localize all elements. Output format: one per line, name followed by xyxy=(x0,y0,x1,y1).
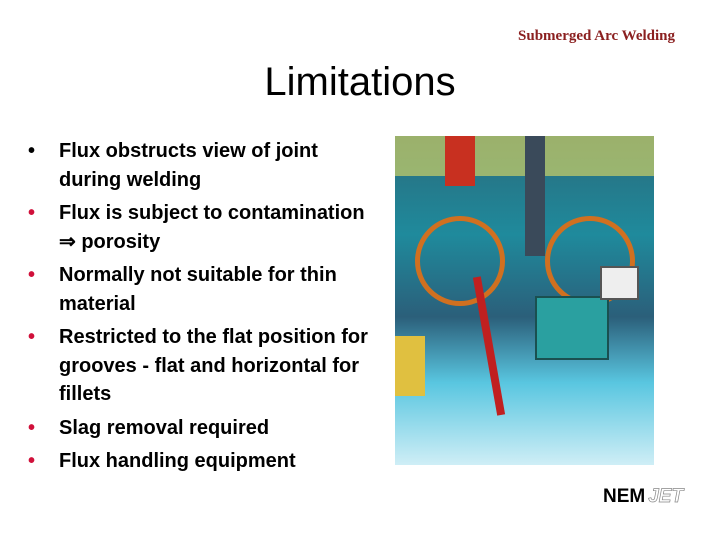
welding-machine-photo xyxy=(395,136,654,465)
bullet-icon: • xyxy=(28,416,36,439)
bullet-icon: • xyxy=(28,140,36,162)
slide-title: Limitations xyxy=(264,60,456,104)
list-item: • Slag removal required xyxy=(28,414,368,443)
list-item: • Flux handling equipment xyxy=(28,447,368,476)
list-item: • Normally not suitable for thin material xyxy=(28,261,368,318)
bullet-icon: • xyxy=(28,264,36,286)
bullet-icon: • xyxy=(28,202,36,224)
list-item: • Flux obstructs view of joint during welding xyxy=(28,137,368,194)
bullet-icon: • xyxy=(28,450,36,472)
slide-header: Submerged Arc Welding xyxy=(518,28,675,44)
nemjet-logo: NEM JET xyxy=(603,486,684,507)
bullet-icon: • xyxy=(28,326,36,348)
bullet-list xyxy=(28,137,368,481)
list-item: • Restricted to the flat position for grooves - flat and horizontal for fillets xyxy=(28,323,368,409)
list-item: • Flux is subject to contamination ⇒ porosity xyxy=(28,199,368,256)
